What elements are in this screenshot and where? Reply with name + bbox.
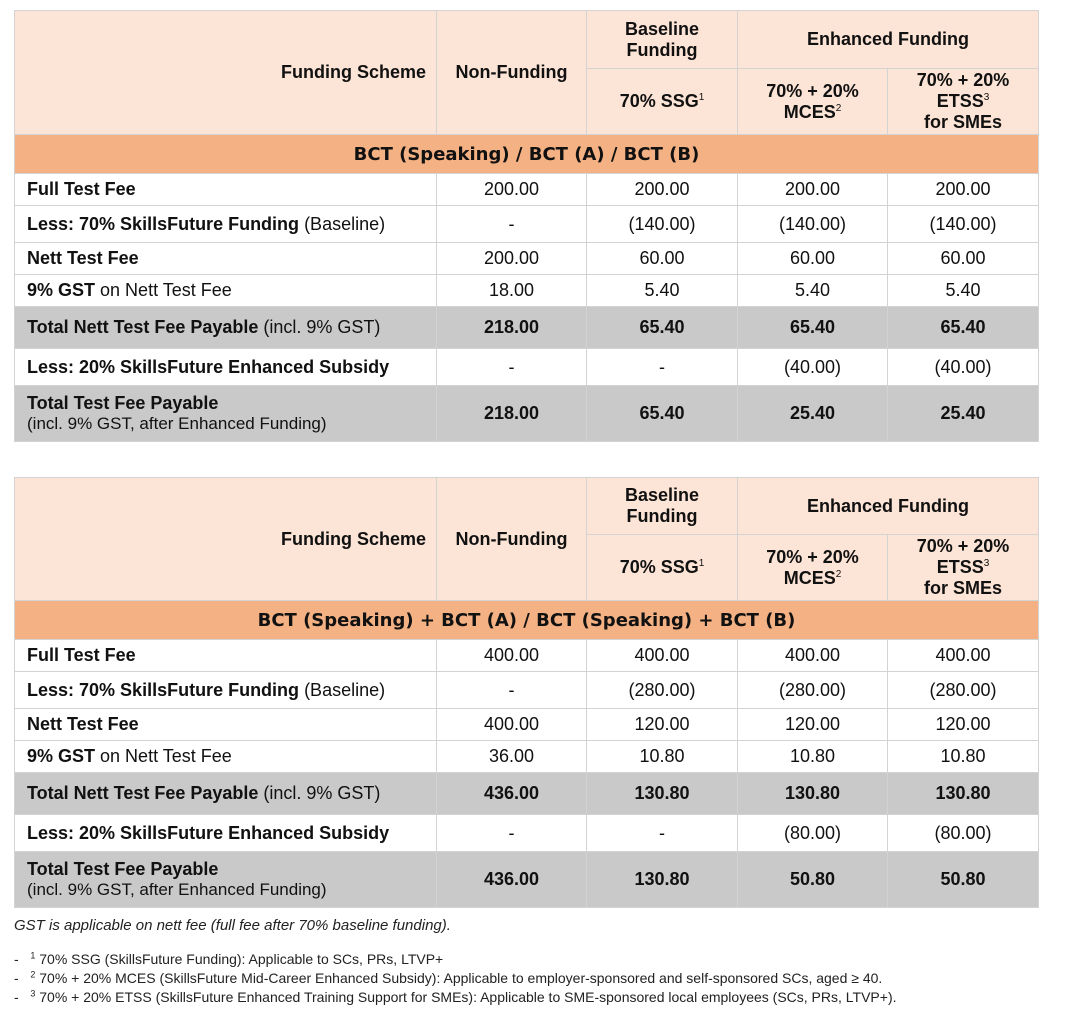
section-band: BCT (Speaking) / BCT (A) / BCT (B)	[15, 135, 1039, 174]
gst-note: GST is applicable on nett fee (full fee after 70% baseline funding).	[14, 917, 451, 934]
table-row-gst: 9% GST on Nett Test Fee 18.00 5.40 5.40 5.40	[15, 275, 1039, 307]
table-row-less-70: Less: 70% SkillsFuture Funding (Baseline) - (140.00) (140.00) (140.00)	[15, 206, 1039, 243]
table-row-nett-fee: Nett Test Fee 200.00 60.00 60.00 60.00	[15, 243, 1039, 275]
header-non-funding: Non-Funding	[437, 11, 587, 135]
table-row-full-fee: Full Test Fee 200.00 200.00 200.00 200.00	[15, 174, 1039, 206]
header-mces: 70% + 20% MCES$^2$	[738, 535, 888, 601]
table-row-less-20: Less: 20% SkillsFuture Enhanced Subsidy - - (80.00) (80.00)	[15, 815, 1039, 852]
header-enhanced-funding: Enhanced Funding	[738, 478, 1039, 535]
table-row-less-70: Less: 70% SkillsFuture Funding (Baseline) - (280.00) (280.00) (280.00)	[15, 672, 1039, 709]
table-row-total-nett: Total Nett Test Fee Payable (incl. 9% GST) 436.00 130.80 130.80 130.80	[15, 773, 1039, 815]
footnote-1: - $^1$ 70% SSG (SkillsFuture Funding): Applicable to SCs, PRs, LTVP+	[14, 950, 444, 967]
header-ssg: 70% SSG$^1$	[587, 535, 738, 601]
header-enhanced-funding: Enhanced Funding	[738, 11, 1039, 69]
footnote-2: - $^2$ 70% + 20% MCES (SkillsFuture Mid-Career Enhanced Subsidy): Applicable to employer-sponsored and self-sponsored SCs, aged ≥ 40.	[14, 969, 883, 986]
header-ssg: 70% SSG$^1$	[587, 69, 738, 135]
table-row-total-payable: Total Test Fee Payable (incl. 9% GST, after Enhanced Funding) 218.00 65.40 25.40 25.40	[15, 386, 1039, 442]
table-row-total-nett: Total Nett Test Fee Payable (incl. 9% GST) 218.00 65.40 65.40 65.40	[15, 307, 1039, 349]
header-mces: 70% + 20% MCES$^2$	[738, 69, 888, 135]
footnote-3: - $^3$ 70% + 20% ETSS (SkillsFuture Enhanced Training Support for SMEs): Applicable to SME-sponsored local employees (SCs, PRs, LTVP+).	[14, 988, 897, 1005]
table-row-total-payable: Total Test Fee Payable (incl. 9% GST, after Enhanced Funding) 436.00 130.80 50.80 50.80	[15, 852, 1039, 908]
fee-table-2	[14, 477, 1039, 908]
table-row-full-fee: Full Test Fee 400.00 400.00 400.00 400.00	[15, 640, 1039, 672]
header-funding-scheme: Funding Scheme	[15, 11, 437, 135]
table-row-nett-fee: Nett Test Fee 400.00 120.00 120.00 120.00	[15, 709, 1039, 741]
header-etss: 70% + 20% ETSS$^3$ for SMEs	[888, 535, 1039, 601]
table-row-gst: 9% GST on Nett Test Fee 36.00 10.80 10.80 10.80	[15, 741, 1039, 773]
header-etss: 70% + 20% ETSS$^3$ for SMEs	[888, 69, 1039, 135]
header-non-funding: Non-Funding	[437, 478, 587, 601]
header-baseline-funding: Baseline Funding	[587, 478, 738, 535]
header-funding-scheme: Funding Scheme	[15, 478, 437, 601]
section-band: BCT (Speaking) + BCT (A) / BCT (Speaking) + BCT (B)	[15, 601, 1039, 640]
table-row-less-20: Less: 20% SkillsFuture Enhanced Subsidy - - (40.00) (40.00)	[15, 349, 1039, 386]
fee-table-1	[14, 10, 1039, 442]
header-baseline-funding: Baseline Funding	[587, 11, 738, 69]
